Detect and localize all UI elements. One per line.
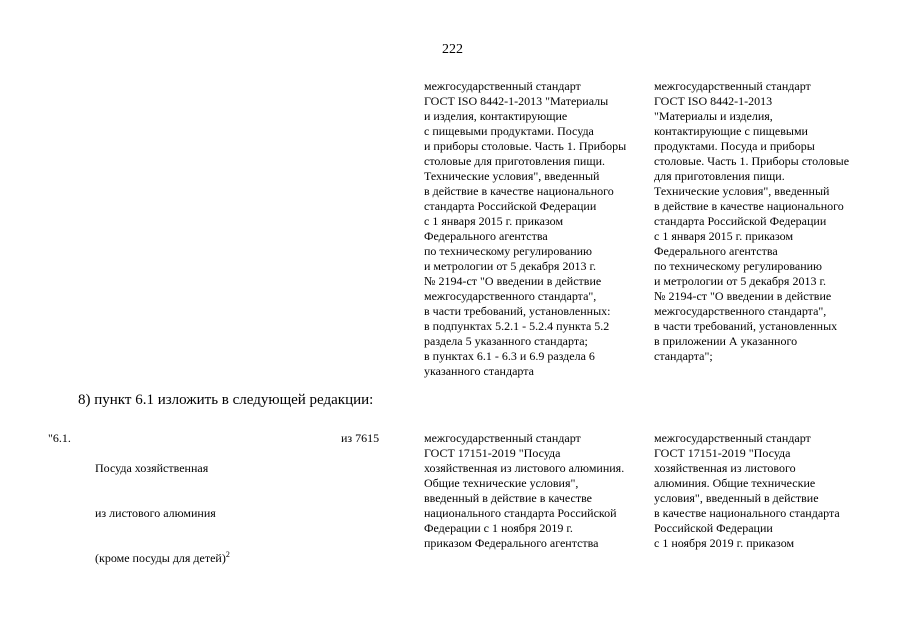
text-line: приказом Федерального агентства — [424, 536, 599, 550]
text-line: ГОСТ ISO 8442-1-2013 "Материалы — [424, 94, 609, 108]
text-line: и приборы столовые. Часть 1. Приборы — [424, 139, 627, 153]
text-line: и метрологии от 5 декабря 2013 г. — [654, 274, 827, 288]
text-line: Технические условия", введенный — [654, 184, 830, 198]
text-line: условия", введенный в действие — [654, 491, 819, 505]
text-line: указанного стандарта — [424, 364, 534, 378]
text-line: ГОСТ ISO 8442-1-2013 — [654, 94, 773, 108]
text-line: продуктами. Посуда и приборы — [654, 139, 815, 153]
text-line: межгосударственный стандарт — [424, 431, 581, 445]
text-line: и изделия, контактирующие — [424, 109, 568, 123]
text-line: с 1 января 2015 г. приказом — [424, 214, 564, 228]
text-line: межгосударственный стандарт — [654, 79, 811, 93]
text-line: с 1 ноября 2019 г. приказом — [654, 536, 795, 550]
text-line: в действие в качестве национального — [654, 199, 844, 213]
amendment-instruction: 8) пункт 6.1 изложить в следующей редакции: — [78, 392, 374, 408]
product-name-line-2: из листового алюминия — [95, 506, 216, 520]
text-line: раздела 5 указанного стандарта; — [424, 334, 588, 348]
text-line: введенный в действие в качестве — [424, 491, 593, 505]
text-line: Российской Федерации — [654, 521, 773, 535]
text-line: межгосударственного стандарта", — [424, 289, 597, 303]
text-line: № 2194-ст "О введении в действие — [654, 289, 832, 303]
text-line: в подпунктах 5.2.1 - 5.2.4 пункта 5.2 — [424, 319, 610, 333]
text-line: для приготовления пищи. — [654, 169, 785, 183]
text-line: стандарта Российской Федерации — [654, 214, 827, 228]
text-line: с 1 января 2015 г. приказом — [654, 229, 794, 243]
text-line: стандарта"; — [654, 349, 713, 363]
top-standard-column-4 — [654, 79, 849, 364]
row-standard-column-3 — [424, 431, 624, 551]
product-name-line-1: Посуда хозяйственная — [95, 461, 209, 475]
text-line: Технические условия", введенный — [424, 169, 600, 183]
text-line: столовые для приготовления пищи. — [424, 154, 605, 168]
top-standard-column-3 — [424, 79, 626, 379]
text-line: в части требований, установленных: — [424, 304, 611, 318]
text-line: Федерации с 1 ноября 2019 г. — [424, 521, 573, 535]
text-line: в действие в качестве национального — [424, 184, 614, 198]
text-line: межгосударственного стандарта", — [654, 304, 827, 318]
text-line: в приложении А указанного — [654, 334, 798, 348]
text-line: алюминия. Общие технические — [654, 476, 816, 490]
text-line: "Материалы и изделия, — [654, 109, 773, 123]
text-line: с пищевыми продуктами. Посуда — [424, 124, 594, 138]
text-line: контактирующие с пищевыми — [654, 124, 808, 138]
row-standard-column-4 — [654, 431, 840, 551]
product-name — [95, 431, 230, 581]
text-line: в качестве национального стандарта — [654, 506, 840, 520]
text-line: Федерального агентства — [654, 244, 778, 258]
text-line: и метрологии от 5 декабря 2013 г. — [424, 259, 597, 273]
text-line: национального стандарта Российской — [424, 506, 617, 520]
row-number: "6.1. — [48, 431, 71, 445]
page-number: 222 — [442, 42, 463, 57]
text-line: стандарта Российской Федерации — [424, 199, 597, 213]
text-line: хозяйственная из листового алюминия. — [424, 461, 625, 475]
product-name-line-3 — [95, 551, 230, 566]
footnote-marker: 2 — [225, 550, 230, 559]
text-line: ГОСТ 17151-2019 "Посуда — [424, 446, 561, 460]
text-line: в пунктах 6.1 - 6.3 и 6.9 раздела 6 — [424, 349, 595, 363]
product-name-line-3-text: (кроме посуды для детей) — [95, 551, 226, 565]
text-line: по техническому регулированию — [424, 244, 593, 258]
text-line: Общие технические условия", — [424, 476, 579, 490]
tn-ved-code: из 7615 — [341, 431, 380, 445]
text-line: в части требований, установленных — [654, 319, 838, 333]
text-line: хозяйственная из листового — [654, 461, 796, 475]
text-line: столовые. Часть 1. Приборы столовые — [654, 154, 850, 168]
text-line: № 2194-ст "О введении в действие — [424, 274, 602, 288]
text-line: Федерального агентства — [424, 229, 548, 243]
text-line: по техническому регулированию — [654, 259, 823, 273]
text-line: межгосударственный стандарт — [424, 79, 581, 93]
text-line: ГОСТ 17151-2019 "Посуда — [654, 446, 791, 460]
text-line: межгосударственный стандарт — [654, 431, 811, 445]
